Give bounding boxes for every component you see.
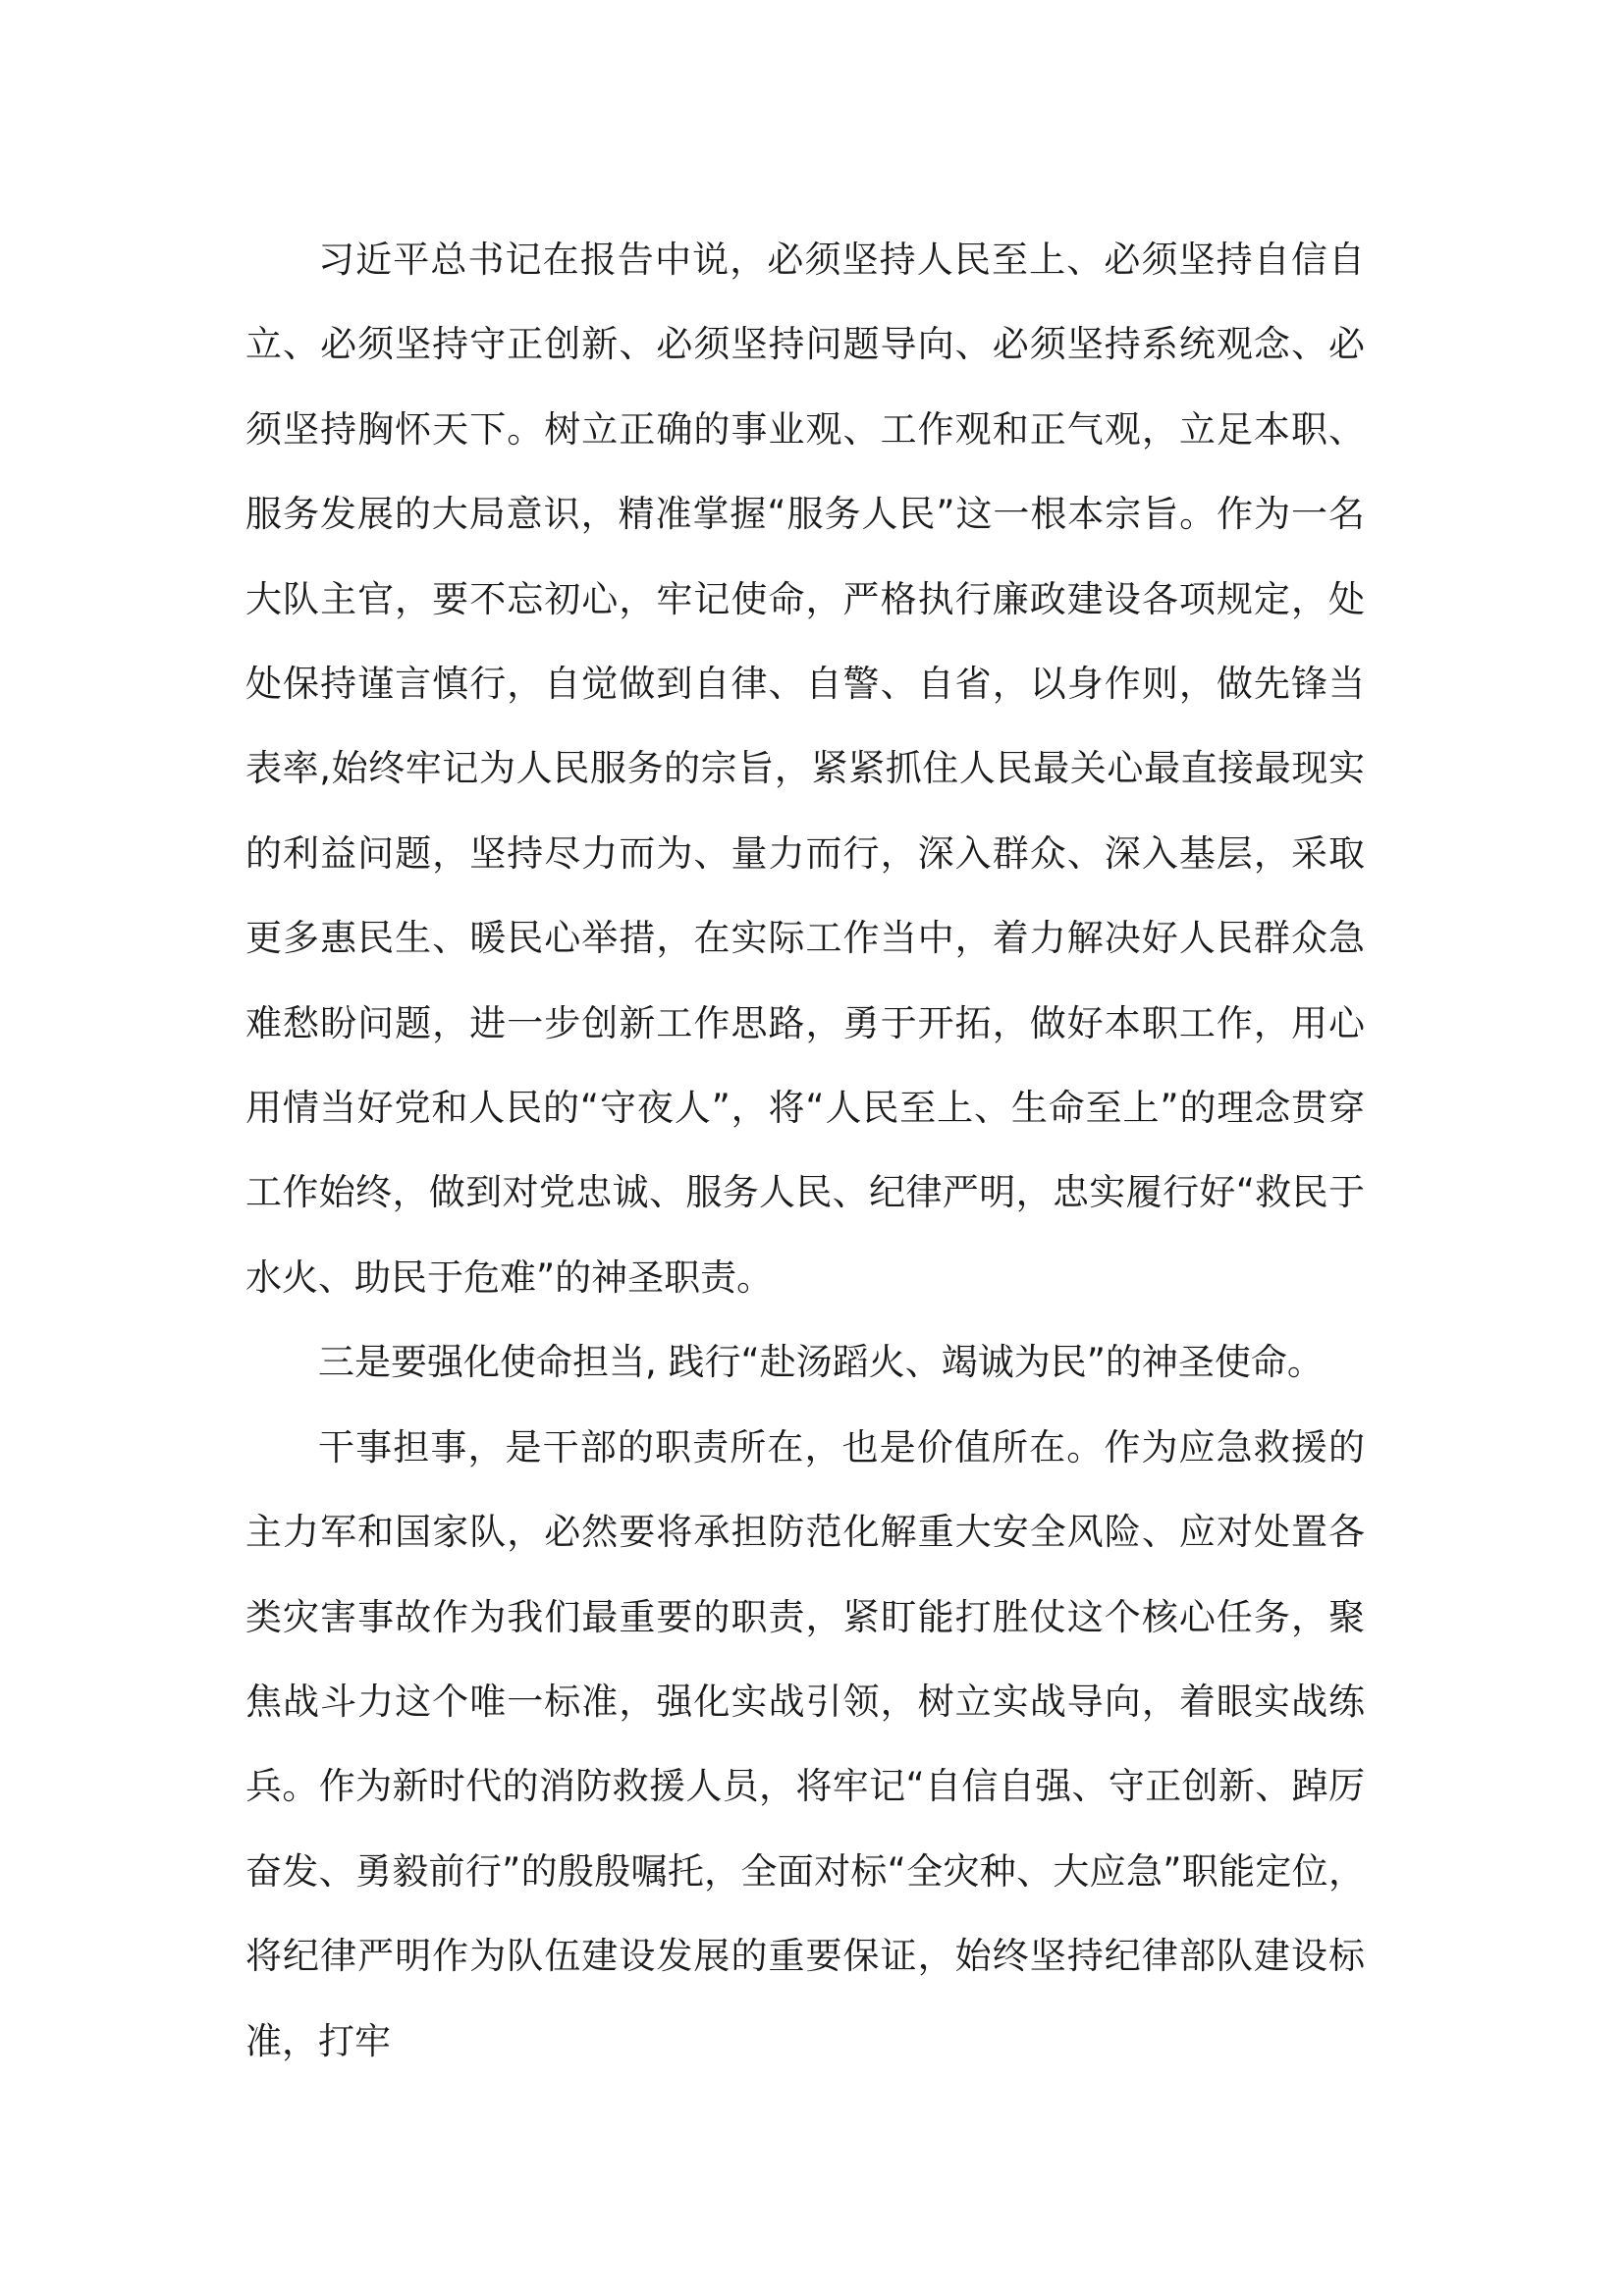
document-body bbox=[245, 218, 1365, 2084]
paragraph-1: 习近平总书记在报告中说，必须坚持人民至上、必须坚持自信自立、必须坚持守正创新、必须坚持问题导向、必须坚持系统观念、必须坚持胸怀天下。树立正确的事业观、工作观和正气观，立足本职、服务发展的大局意识，精准掌握“服务人民”这一根本宗旨。作为一名大队主官，要不忘初心，牢记使命，严格执行廉政建设各项规定，处处保持谨言慎行，自觉做到自律、自警、自省，以身作则，做先锋当表率,始终牢记为人民服务的宗旨，紧紧抓住人民最关心最直接最现实的利益问题，坚持尽力而为、量力而行，深入群众、深入基层，采取更多惠民生、暖民心举措，在实际工作当中，着力解决好人民群众急难愁盼问题，进一步创新工作思路，勇于开拓，做好本职工作，用心用情当好党和人民的“守夜人”，将“人民至上、生命至上”的理念贯穿工作始终，做到对党忠诚、服务人民、纪律严明，忠实履行好“救民于水火、助民于危难”的神圣职责。 bbox=[245, 239, 1365, 1299]
paragraph-2: 三是要强化使命担当, 践行“赴汤蹈火、竭诚为民”的神圣使命。 bbox=[318, 1341, 1324, 1384]
paragraph-3: 干事担事，是干部的职责所在，也是价值所在。作为应急救援的主力军和国家队，必然要将承担防范化解重大安全风险、应对处置各类灾害事故作为我们最重要的职责，紧盯能打胜仗这个核心任务，聚焦战斗力这个唯一标准，强化实战引领，树立实战导向，着眼实战练兵。作为新时代的消防救援人员，将牢记“自信自强、守正创新、踔厉奋发、勇毅前行”的殷殷嘱托，全面对标“全灾种、大应急”职能定位，将纪律严明作为队伍建设发展的重要保证，始终坚持纪律部队建设标准，打牢 bbox=[245, 1425, 1365, 2062]
